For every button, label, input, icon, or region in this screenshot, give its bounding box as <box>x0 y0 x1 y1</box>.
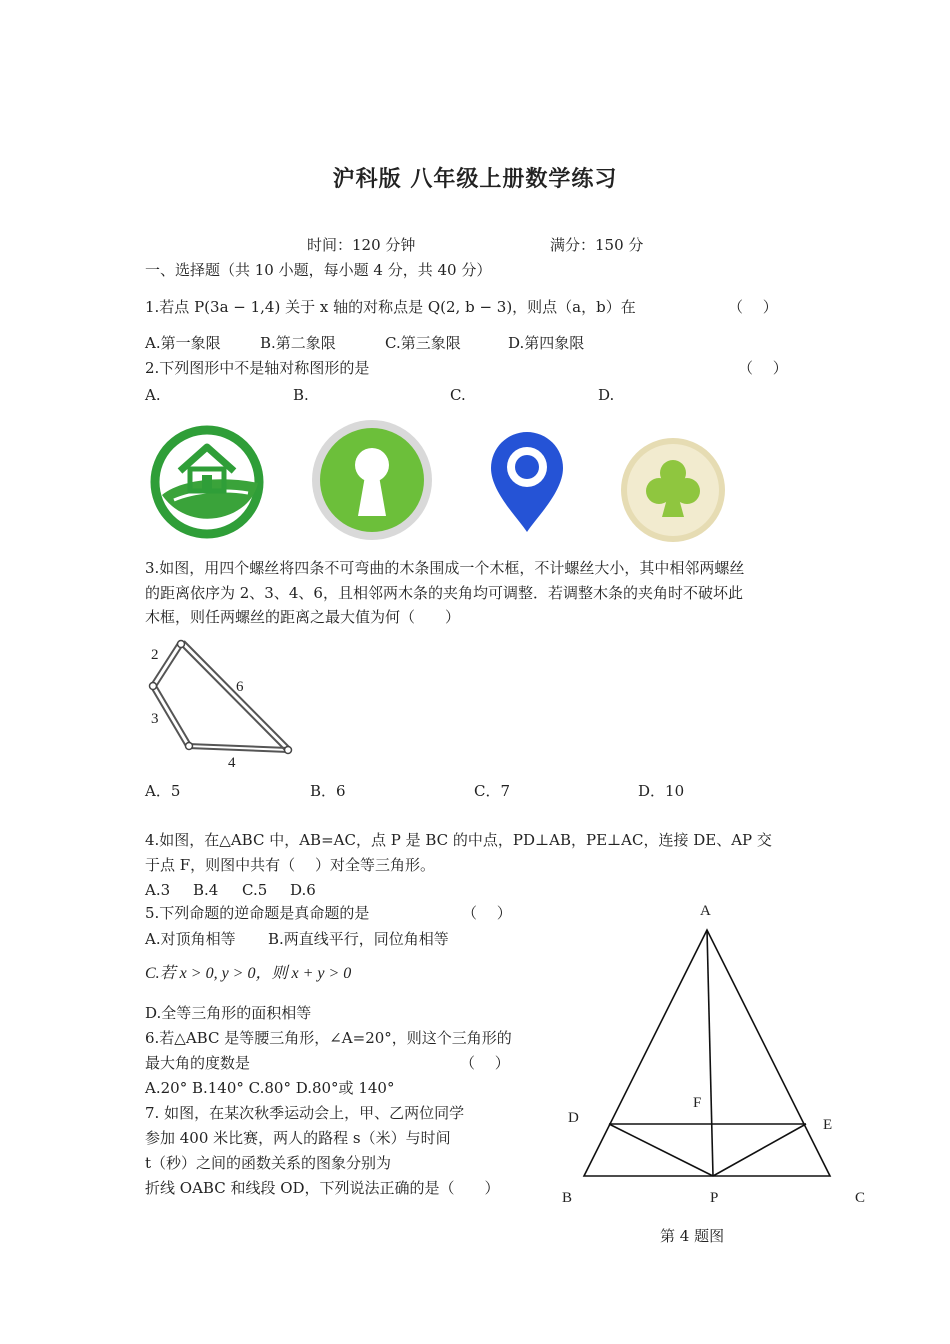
q6-bracket: （ ） <box>460 1054 510 1072</box>
q1-text: 1.若点 P(3a − 1,4) 关于 x 轴的对称点是 Q(2, b − 3)，则点（a，b）在 <box>145 298 636 316</box>
q3-side-label-2: 2 <box>151 647 159 663</box>
q4-line-1: 4.如图，在△ABC 中，AB=AC，点 P 是 BC 的中点，PD⊥AB，PE⊥AC，连接 DE、AP 交 <box>145 831 772 849</box>
q5-option-d: D.全等三角形的面积相等 <box>145 1004 312 1022</box>
keyhole-icon <box>310 418 434 542</box>
q4-option-d: D.6 <box>290 881 316 899</box>
q1-bracket: （ ） <box>728 298 778 316</box>
fig4-label-p: P <box>710 1190 719 1206</box>
location-pin-icon <box>488 430 566 534</box>
q2-option-d: D. <box>598 386 615 404</box>
q3-wood-frame-figure <box>140 630 310 775</box>
q2-option-c: C. <box>450 386 466 404</box>
fig4-label-b: B <box>562 1190 573 1206</box>
q4-line-2: 于点 F，则图中共有（ ）对全等三角形。 <box>145 856 435 874</box>
q3-side-label-6: 6 <box>236 679 244 695</box>
q2-option-a: A. <box>145 386 161 404</box>
q2-text: 2.下列图形中不是轴对称图形的是 <box>145 359 370 377</box>
q4-option-a: A.3 <box>145 881 171 899</box>
q4-option-c: C.5 <box>242 881 268 899</box>
house-leaf-icon <box>150 425 265 540</box>
page-title: 沪科版 八年级上册数学练习 <box>332 167 618 192</box>
q3-option-d: D．10 <box>638 782 685 800</box>
q5-option-c: C.若 x > 0, y > 0，则 x + y > 0 <box>145 965 352 982</box>
fig4-label-a: A <box>700 903 711 919</box>
q2-option-b: B. <box>293 386 309 404</box>
q1-option-b: B.第二象限 <box>260 334 336 352</box>
q7-line-1: 7. 如图，在某次秋季运动会上，甲、乙两位同学 <box>145 1104 465 1122</box>
fig4-label-d: D <box>568 1110 579 1126</box>
q3-line-1: 3.如图，用四个螺丝将四条不可弯曲的木条围成一个木框，不计螺丝大小，其中相邻两螺丝 <box>145 559 745 577</box>
q5-text: 5.下列命题的逆命题是真命题的是 <box>145 904 370 922</box>
exam-time: 时间：120 分钟 <box>307 236 416 254</box>
fig4-label-f: F <box>693 1095 702 1111</box>
q3-line-3: 木框，则任两螺丝的距离之最大值为何（ ） <box>145 608 461 626</box>
q3-line-2: 的距离依序为 2、3、4、6，且相邻两木条的夹角均可调整．若调整木条的夹角时不破坏此 <box>145 584 743 602</box>
q3-side-label-4: 4 <box>228 755 236 771</box>
q1-option-a: A.第一象限 <box>145 334 221 352</box>
fig4-label-e: E <box>823 1117 833 1133</box>
q7-line-2: 参加 400 米比赛，两人的路程 s（米）与时间 <box>145 1129 451 1147</box>
q1-option-c: C.第三象限 <box>385 334 461 352</box>
fig4-label-c: C <box>855 1190 866 1206</box>
clover-icon <box>618 435 728 545</box>
q2-bracket: （ ） <box>738 359 788 377</box>
q4-triangle-figure <box>560 900 860 1190</box>
q3-side-label-3: 3 <box>151 711 159 727</box>
q5-option-a: A.对顶角相等 <box>145 930 236 948</box>
q1-option-d: D.第四象限 <box>508 334 585 352</box>
q3-option-c: C．7 <box>474 782 511 800</box>
q4-option-b: B.4 <box>193 881 219 899</box>
q6-line-1: 6.若△ABC 是等腰三角形，∠A=20°，则这个三角形的 <box>145 1029 512 1047</box>
q7-line-3: t（秒）之间的函数关系的图象分别为 <box>145 1154 392 1172</box>
fig4-caption: 第 4 题图 <box>660 1227 725 1245</box>
q5-option-b: B.两直线平行，同位角相等 <box>268 930 449 948</box>
q5-bracket: （ ） <box>462 904 512 922</box>
q3-option-b: B．6 <box>310 782 346 800</box>
section-heading: 一、选择题（共 10 小题，每小题 4 分，共 40 分） <box>145 261 492 279</box>
q7-line-4: 折线 OABC 和线段 OD，下列说法正确的是（ ） <box>145 1179 500 1197</box>
q3-option-a: A．5 <box>145 782 181 800</box>
exam-score: 满分：150 分 <box>550 236 644 254</box>
q6-options: A.20° B.140° C.80° D.80°或 140° <box>145 1079 395 1097</box>
q6-line-2: 最大角的度数是 <box>145 1054 251 1072</box>
